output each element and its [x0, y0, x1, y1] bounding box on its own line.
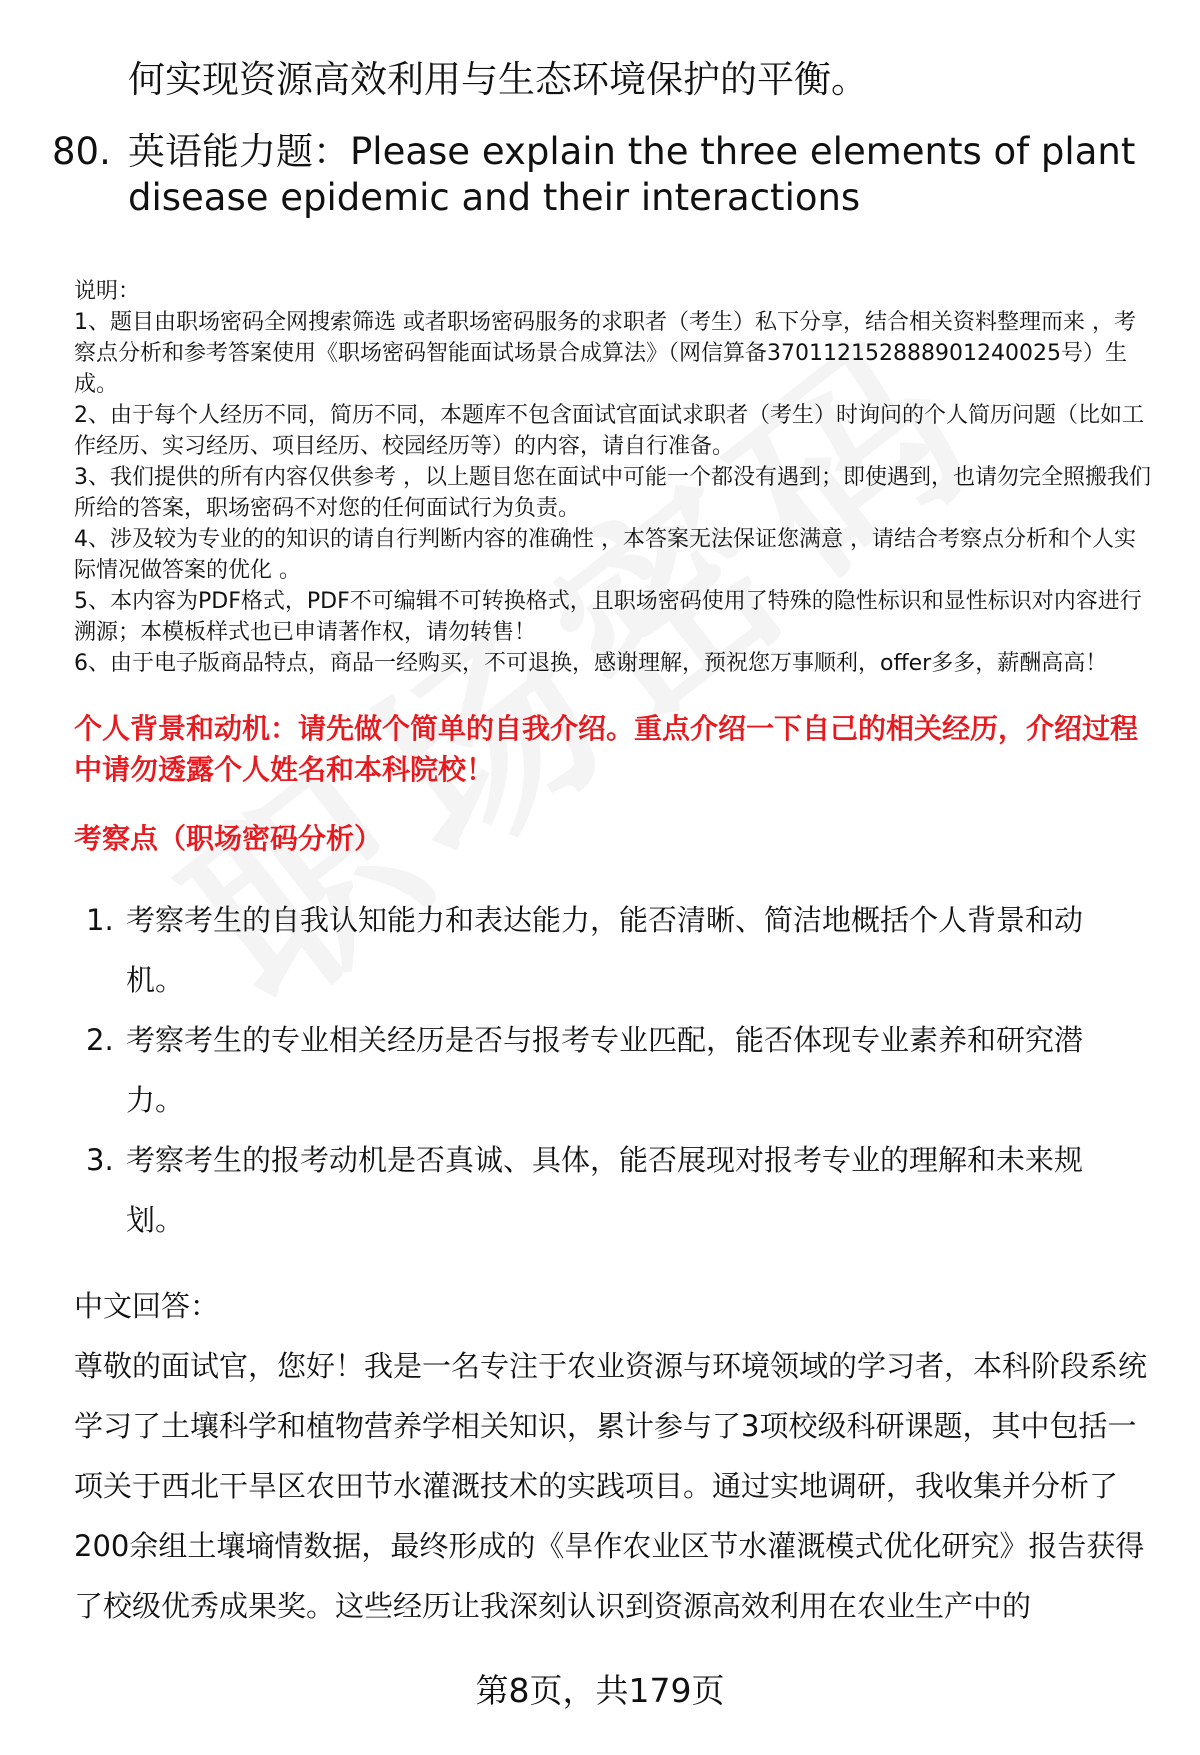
question-line-1: 英语能力题：Please explain the three elements of plant: [128, 130, 1136, 173]
note-item: 1、题目由职场密码全网搜索筛选 或者职场密码服务的求职者（考生）私下分享，结合相关资料整理而来 ，考察点分析和参考答案使用《职场密码智能面试场景合成算法》（网信算备370112152888901240025号）生成。: [74, 310, 1136, 397]
analysis-point-number: 3.: [86, 1143, 114, 1177]
question-number: 80.: [52, 130, 111, 173]
analysis-point-text: 力。: [126, 1083, 185, 1117]
question-line-2: disease epidemic and their interactions: [128, 176, 861, 219]
analysis-point-text: 考察考生的自我认知能力和表达能力，能否清晰、简洁地概括个人背景和动: [126, 903, 1084, 937]
page-footer: 第8页，共179页: [475, 1671, 725, 1710]
analysis-point-text: 机。: [126, 963, 185, 997]
analysis-point-text: 考察考生的报考动机是否真诚、具体，能否展现对报考专业的理解和未来规: [126, 1143, 1084, 1177]
notes-block: [74, 276, 1154, 679]
answer-text: 尊敬的面试官，您好！我是一名专注于农业资源与环境领域的学习者，本科阶段系统学习了土壤科学和植物营养学相关知识，累计参与了3项校级科研课题，其中包括一项关于西北干旱区农田节水灌溉技术的实践项目。通过实地调研，我收集并分析了200余组土壤墒情数据，最终形成的《旱作农业区节水灌溉模式优化研究》报告获得了校级优秀成果奖。这些经历让我深刻认识到资源高效利用在农业生产中的: [74, 1349, 1148, 1623]
answer-label: 中文回答：: [74, 1289, 220, 1323]
note-item: 4、涉及较为专业的的知识的请自行判断内容的准确性 ，本答案无法保证您满意 ，请结合考察点分析和个人实际情况做答案的优化 。: [74, 527, 1136, 583]
previous-question-tail: 何实现资源高效利用与生态环境保护的平衡。: [128, 58, 868, 101]
note-item: 3、我们提供的所有内容仅供参考 ，以上题目您在面试中可能一个都没有遇到；即使遇到，也请勿完全照搬我们所给的答案，职场密码不对您的任何面试行为负责。: [74, 465, 1151, 521]
analysis-point-text: 考察考生的专业相关经历是否与报考专业匹配，能否体现专业素养和研究潜: [126, 1023, 1084, 1057]
notes-heading: 说明：: [74, 279, 141, 304]
analysis-point-text: 划。: [126, 1203, 185, 1237]
analysis-point-number: 1.: [86, 903, 114, 937]
analysis-title: 考察点（职场密码分析）: [74, 822, 383, 855]
note-item: 2、由于每个人经历不同，简历不同，本题库不包含面试官面试求职者（考生）时询问的个人简历问题（比如工作经历、实习经历、项目经历、校园经历等）的内容，请自行准备。: [74, 403, 1145, 459]
analysis-point-number: 2.: [86, 1023, 114, 1057]
note-item: 6、由于电子版商品特点，商品一经购买，不可退换，感谢理解，预祝您万事顺利，offer多多，薪酬高高！: [74, 651, 1108, 676]
note-item: 5、本内容为PDF格式，PDF不可编辑不可转换格式，且职场密码使用了特殊的隐性标识和显性标识对内容进行溯源；本模板样式也已申请著作权，请勿转售！: [74, 589, 1142, 645]
section-title: 个人背景和动机：请先做个简单的自我介绍。重点介绍一下自己的相关经历，介绍过程中请勿透露个人姓名和本科院校！: [74, 712, 1139, 786]
